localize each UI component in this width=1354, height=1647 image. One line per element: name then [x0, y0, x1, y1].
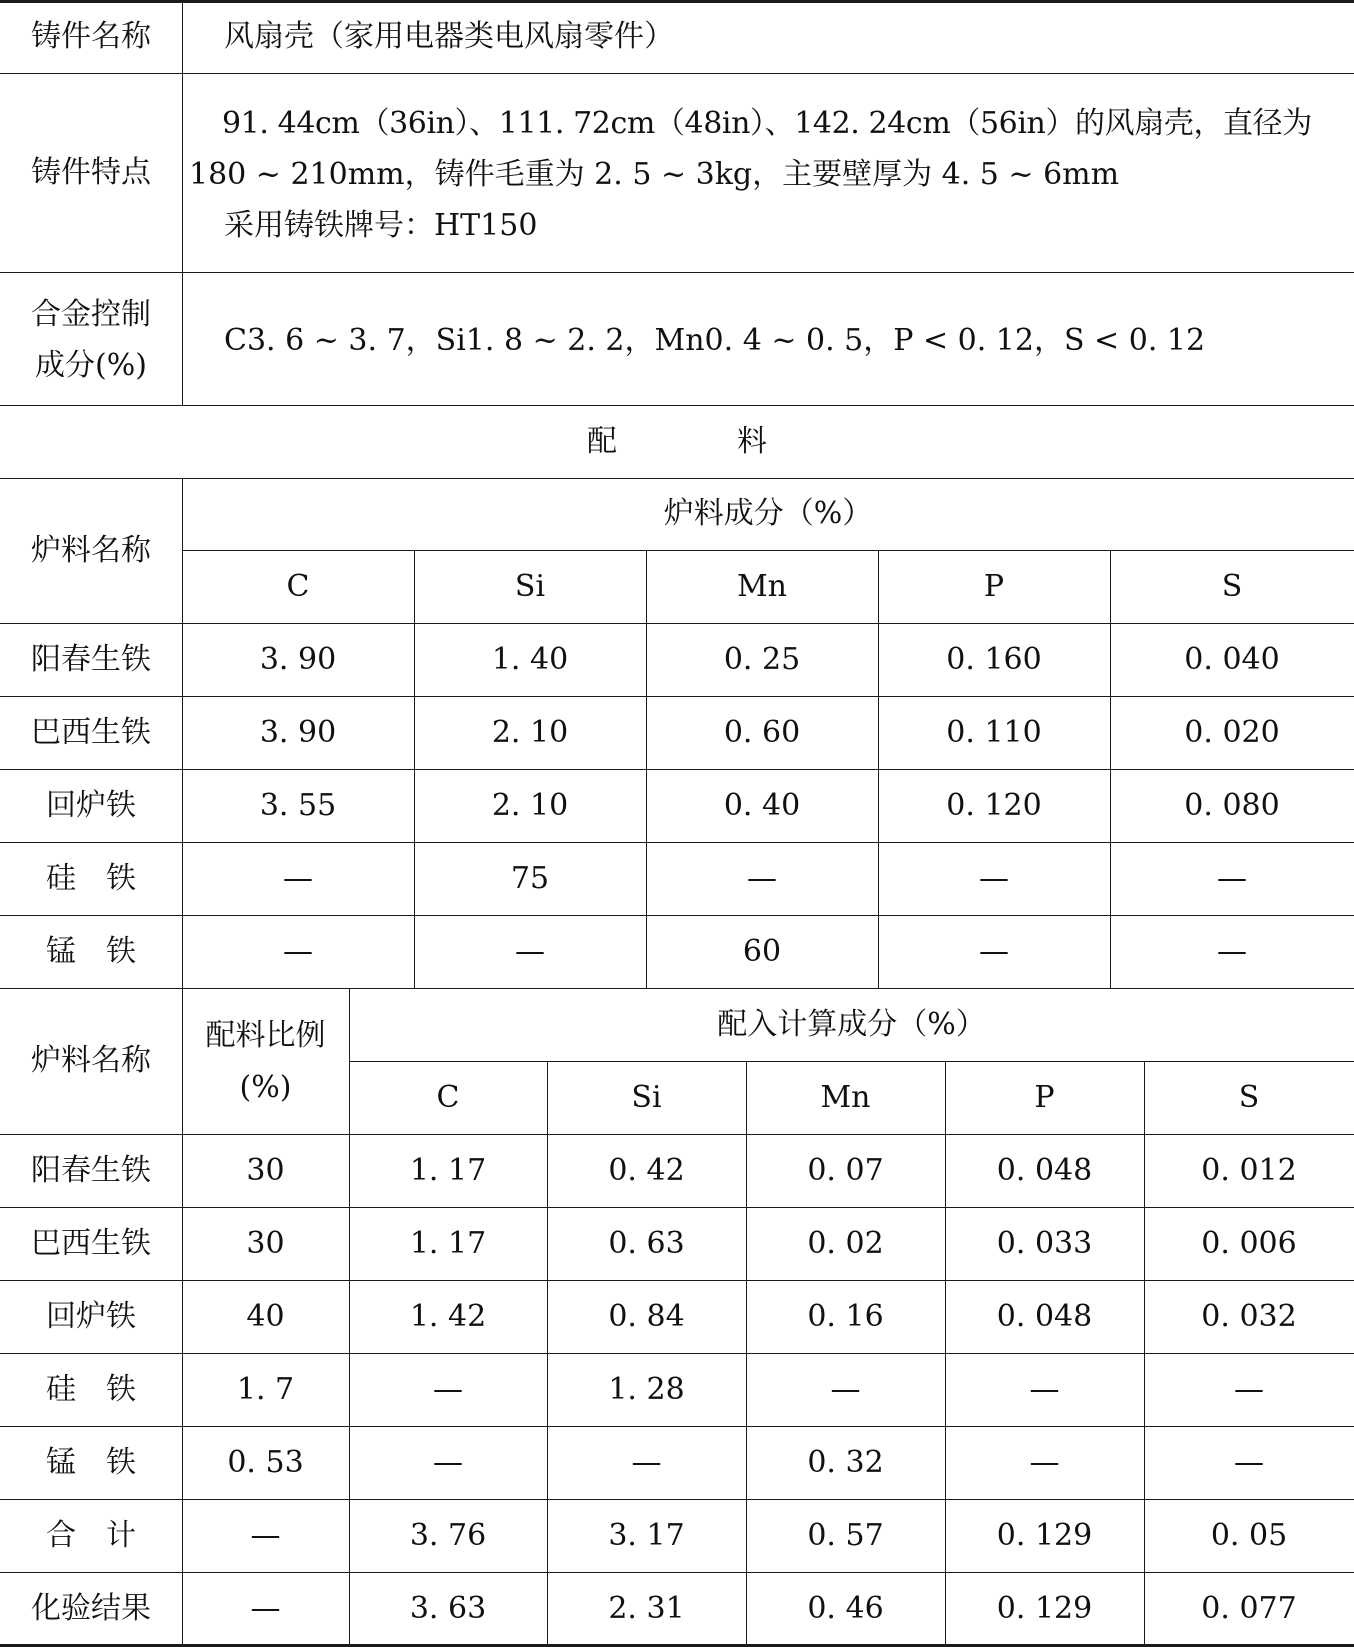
charge-cell: 2. 10 [491, 714, 569, 750]
charge-cell: 0. 040 [1184, 641, 1280, 677]
vrule-calc-si [746, 1061, 747, 1647]
vrule-charge-p [1110, 550, 1111, 988]
calc-cell: 0. 16 [807, 1298, 884, 1334]
calc-row-ratio: 0. 53 [227, 1444, 304, 1480]
charge-cell: — [979, 860, 1009, 896]
calc-cell: — [1234, 1444, 1264, 1480]
section-title: 配 料 [587, 424, 767, 459]
charge-cell: 3. 90 [259, 714, 337, 750]
vrule-charge-mn [878, 550, 879, 988]
calc-name-header: 炉料名称 [31, 1043, 151, 1078]
charge-cell: 0. 080 [1184, 787, 1280, 823]
rule-calc-r5 [0, 1499, 1354, 1500]
vrule-calc-c [547, 1061, 548, 1647]
rule-calc-group [349, 1061, 1354, 1062]
alloy-value: C3. 6 ~ 3. 7，Si1. 8 ~ 2. 2，Mn0. 4 ~ 0. 5，P < 0. 12，S < 0. 12 [224, 323, 1206, 358]
charge-row-name: 巴西生铁 [31, 714, 151, 750]
charge-name-header: 炉料名称 [31, 533, 151, 568]
calc-cell: 3. 76 [409, 1517, 487, 1553]
charge-col-header-p: P [983, 568, 1005, 604]
calc-cell: 0. 05 [1210, 1517, 1288, 1553]
calc-row-ratio: 1. 7 [236, 1371, 295, 1407]
charge-col-header-si: Si [514, 568, 546, 604]
rule-calc-r2 [0, 1280, 1354, 1281]
calc-cell: 0. 63 [608, 1225, 685, 1261]
rule-top [0, 0, 1354, 3]
charge-cell: — [979, 933, 1009, 969]
calc-cell: 1. 42 [409, 1298, 487, 1334]
vrule-calc-p [1144, 1061, 1145, 1647]
charge-group-header: 炉料成分（%） [663, 496, 873, 531]
charge-cell: 0. 020 [1184, 714, 1280, 750]
features-line-3: 采用铸铁牌号：HT150 [224, 208, 538, 243]
rule-charge-r1 [0, 696, 1354, 697]
charge-cell: 0. 160 [946, 641, 1042, 677]
calc-cell: 0. 129 [996, 1517, 1093, 1553]
calc-cell: 0. 42 [608, 1152, 685, 1188]
calc-ratio-header-line-1: 配料比例 [205, 1018, 326, 1053]
alloy-label-line-1: 合金控制 [31, 297, 151, 332]
calc-cell: 0. 012 [1201, 1152, 1297, 1188]
calc-row-name: 硅 铁 [46, 1371, 136, 1407]
calc-row-name: 锰 铁 [46, 1444, 136, 1480]
calc-cell: — [1029, 1371, 1060, 1407]
calc-row-ratio: 30 [246, 1152, 285, 1188]
calc-cell: 0. 129 [996, 1590, 1093, 1626]
calc-cell: 3. 17 [608, 1517, 685, 1553]
features-label: 铸件特点 [31, 155, 151, 190]
calc-cell: 0. 07 [807, 1152, 884, 1188]
calc-cell: 0. 02 [807, 1225, 884, 1261]
calc-ratio-header-line-2: (%) [239, 1070, 292, 1105]
calc-cell: — [433, 1444, 463, 1480]
rule-charge-r2 [0, 769, 1354, 770]
rule-charge-group [182, 550, 1354, 551]
charge-cell: 2. 10 [491, 787, 569, 823]
rule-section [0, 478, 1354, 479]
rule-calc-head [0, 1134, 1354, 1135]
calc-row-name: 化验结果 [31, 1590, 151, 1626]
calc-cell: 0. 077 [1201, 1590, 1297, 1626]
calc-cell: — [830, 1371, 861, 1407]
charge-cell: — [1217, 860, 1247, 896]
calc-col-header-s: S [1238, 1079, 1260, 1115]
charge-col-header-s: S [1221, 568, 1243, 604]
calc-row-name: 回炉铁 [46, 1298, 136, 1334]
calc-row-name: 合 计 [46, 1517, 136, 1553]
charge-col-header-mn: Mn [736, 568, 788, 604]
charge-cell: 0. 110 [946, 714, 1042, 750]
charge-cell: 1. 40 [491, 641, 569, 677]
charge-col-header-c: C [286, 568, 310, 604]
calc-col-header-p: P [1034, 1079, 1055, 1115]
vrule-charge-si [646, 550, 647, 988]
charge-cell: 75 [510, 860, 550, 896]
charge-cell: 60 [742, 933, 782, 969]
calc-row-name: 阳春生铁 [31, 1152, 151, 1188]
calc-cell: — [1029, 1444, 1060, 1480]
calc-cell: 0. 32 [807, 1444, 884, 1480]
rule-charge-head [0, 623, 1354, 624]
calc-cell: 0. 57 [807, 1517, 884, 1553]
calc-cell: 0. 048 [996, 1152, 1093, 1188]
calc-cell: 0. 84 [608, 1298, 685, 1334]
casting-name-value: 风扇壳（家用电器类电风扇零件） [224, 19, 674, 54]
rule-calc-r4 [0, 1426, 1354, 1427]
charge-cell: — [747, 860, 777, 896]
charge-cell: — [283, 860, 313, 896]
features-line-1: 91. 44cm（36in）、111. 72cm（48in）、142. 24cm（56in）的风扇壳，直径为 [222, 106, 1312, 141]
vrule-calc-mn [945, 1061, 946, 1647]
calc-row-name: 巴西生铁 [31, 1225, 151, 1261]
calc-cell: — [1234, 1371, 1264, 1407]
calc-cell: — [433, 1371, 463, 1407]
calc-cell: 3. 63 [409, 1590, 487, 1626]
vrule-info-label [182, 0, 183, 405]
rule-charge-end [0, 988, 1354, 989]
rule-info-1 [0, 73, 1354, 74]
calc-cell: 1. 28 [608, 1371, 685, 1407]
charge-row-name: 阳春生铁 [31, 641, 151, 677]
calc-cell: — [631, 1444, 662, 1480]
rule-calc-r1 [0, 1207, 1354, 1208]
calc-cell: 0. 033 [996, 1225, 1093, 1261]
calc-group-header: 配入计算成分（%） [717, 1007, 986, 1042]
calc-row-ratio: 40 [246, 1298, 285, 1334]
charge-cell: 0. 60 [723, 714, 801, 750]
charge-cell: — [515, 933, 545, 969]
calc-cell: 1. 17 [409, 1152, 487, 1188]
calc-row-ratio: 30 [246, 1225, 285, 1261]
calc-col-header-mn: Mn [820, 1079, 871, 1115]
calc-col-header-c: C [436, 1079, 460, 1115]
charge-row-name: 硅 铁 [46, 860, 136, 896]
calc-cell: 0. 006 [1201, 1225, 1297, 1261]
charge-cell: — [1217, 933, 1247, 969]
charge-row-name: 回炉铁 [46, 787, 136, 823]
rule-charge-r4 [0, 915, 1354, 916]
charge-cell: 3. 55 [259, 787, 337, 823]
rule-calc-r6 [0, 1572, 1354, 1573]
rule-info-3 [0, 405, 1354, 406]
calc-cell: 0. 032 [1201, 1298, 1297, 1334]
calc-cell: 0. 46 [807, 1590, 884, 1626]
casting-name-label: 铸件名称 [31, 19, 151, 54]
rule-calc-r3 [0, 1353, 1354, 1354]
charge-cell: 0. 40 [723, 787, 801, 823]
charge-cell: 0. 25 [723, 641, 801, 677]
rule-charge-r3 [0, 842, 1354, 843]
calc-col-header-si: Si [631, 1079, 662, 1115]
rule-info-2 [0, 272, 1354, 273]
calc-row-ratio: — [250, 1517, 281, 1553]
calc-cell: 0. 048 [996, 1298, 1093, 1334]
calc-cell: 1. 17 [409, 1225, 487, 1261]
features-line-2: 180 ~ 210mm，铸件毛重为 2. 5 ~ 3kg，主要壁厚为 4. 5 ~ 6mm [189, 157, 1120, 192]
vrule-charge-c [414, 550, 415, 988]
charge-cell: 3. 90 [259, 641, 337, 677]
calc-cell: 2. 31 [608, 1590, 685, 1626]
calc-row-ratio: — [250, 1590, 281, 1626]
charge-row-name: 锰 铁 [46, 933, 136, 969]
charge-cell: — [283, 933, 313, 969]
charge-cell: 0. 120 [946, 787, 1042, 823]
alloy-label-line-2: 成分(%) [35, 348, 147, 383]
